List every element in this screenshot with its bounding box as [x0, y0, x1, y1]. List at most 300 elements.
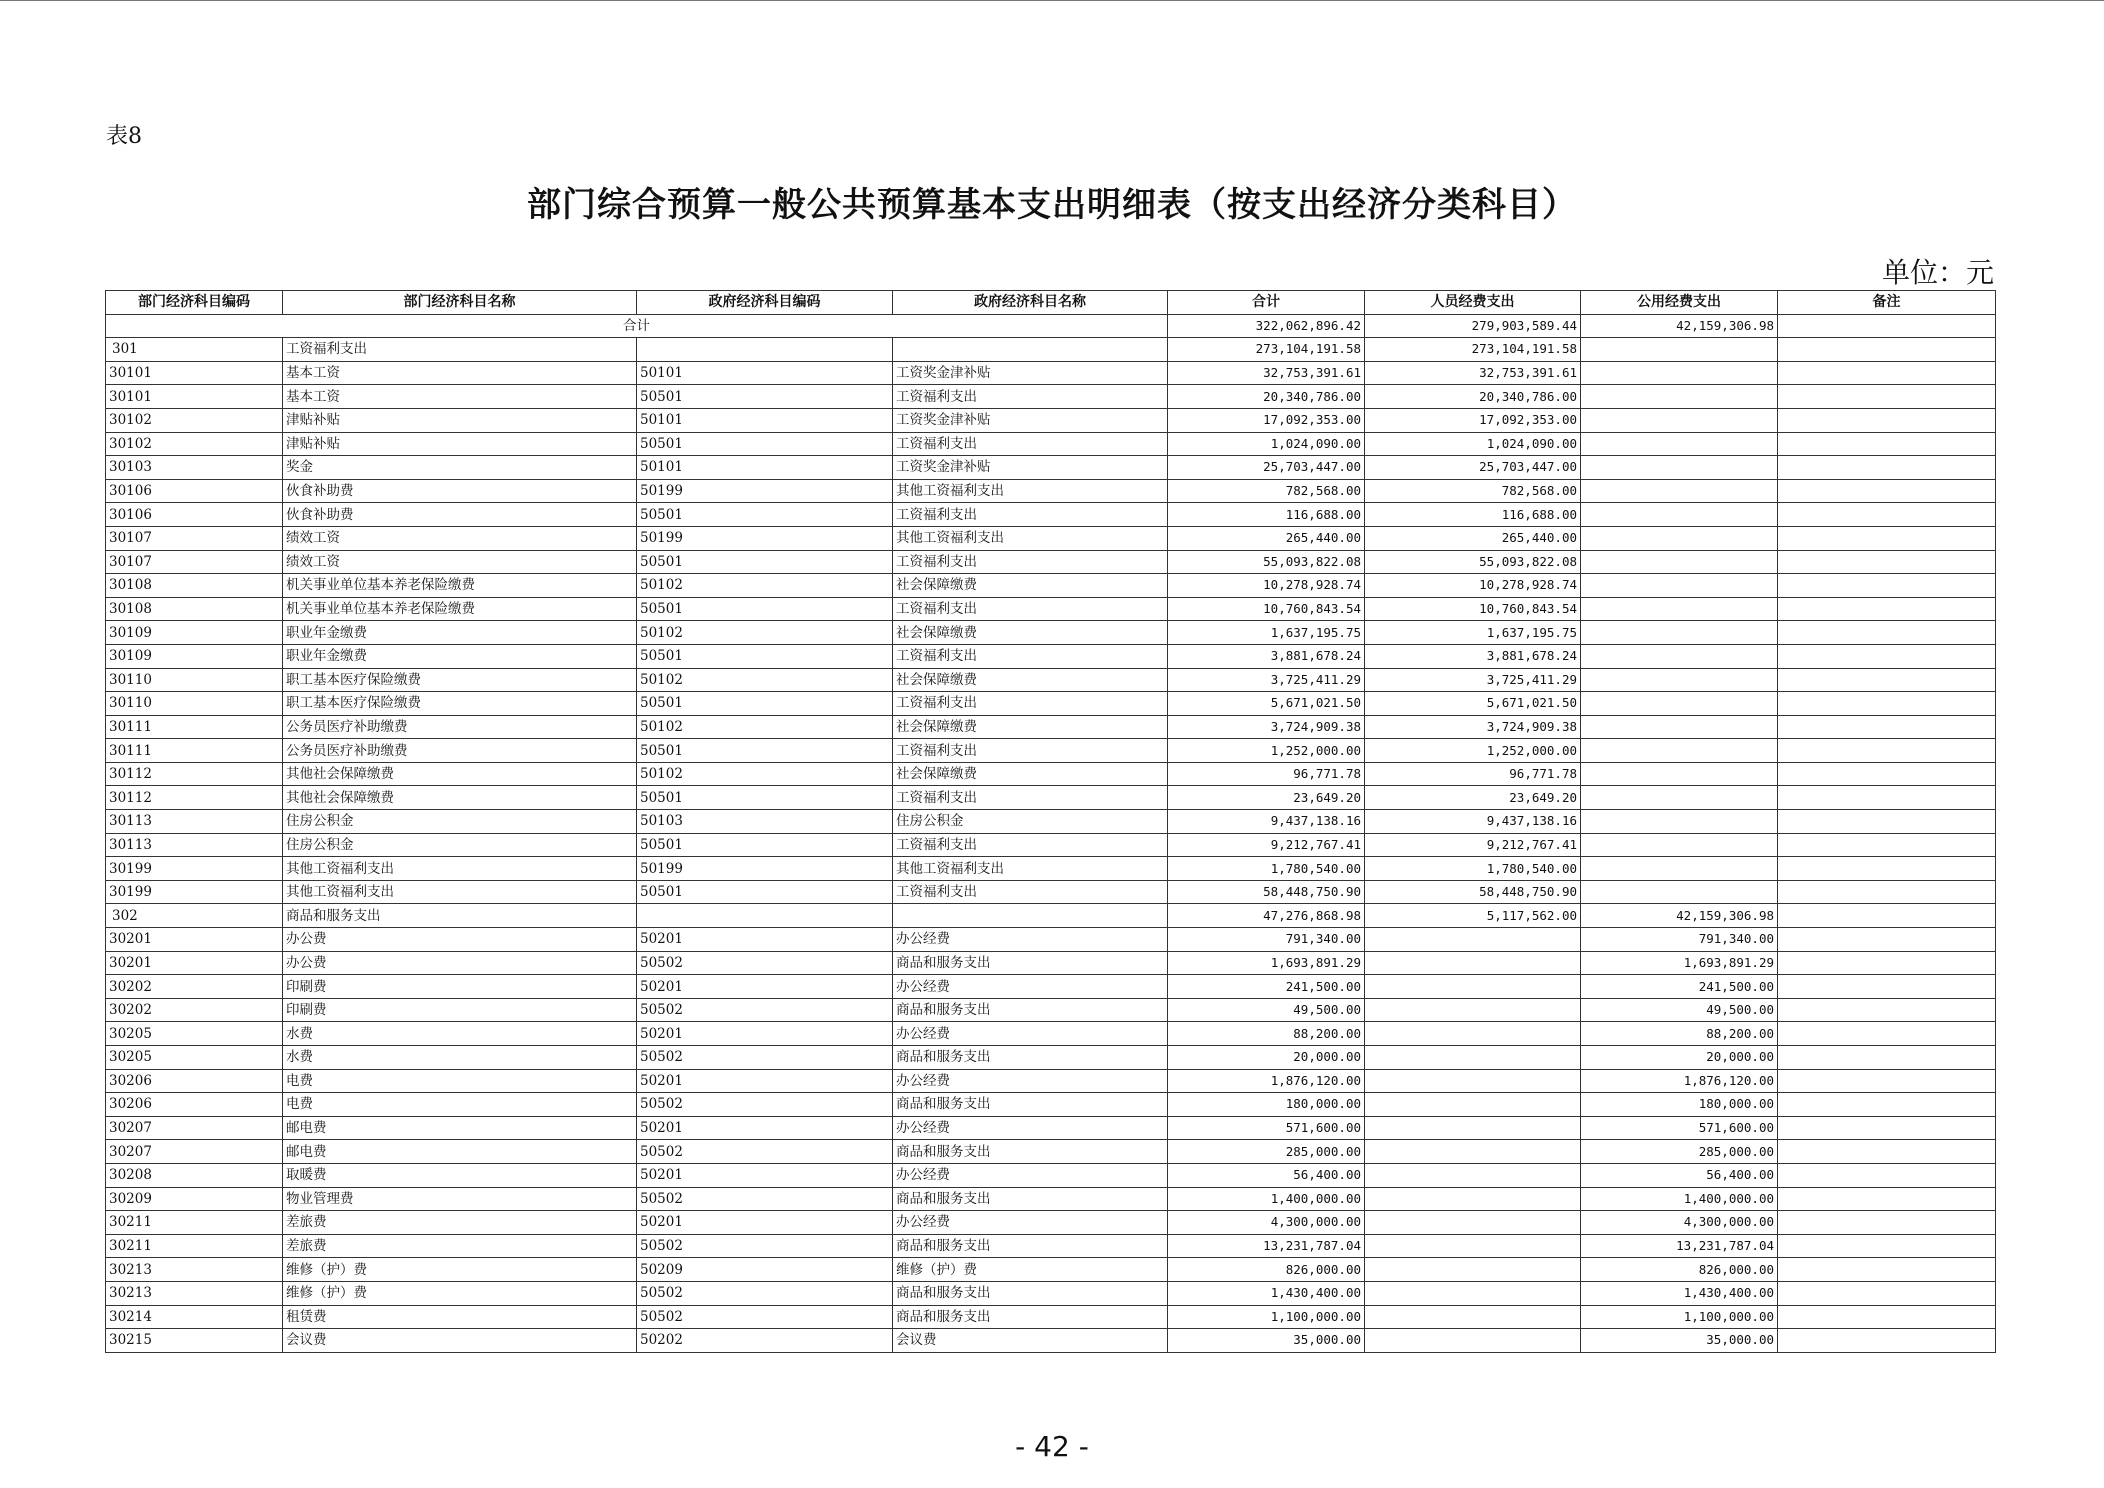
cell-dept-code: 30199 — [106, 857, 283, 881]
cell-personnel — [1365, 1211, 1581, 1235]
cell-total: 23,649.20 — [1168, 786, 1365, 810]
cell-public — [1581, 880, 1778, 904]
cell-personnel — [1365, 1305, 1581, 1329]
cell-gov-name: 办公经费 — [893, 1163, 1168, 1187]
cell-dept-name: 其他社会保障缴费 — [283, 762, 637, 786]
cell-personnel: 5,671,021.50 — [1365, 692, 1581, 716]
cell-public — [1581, 833, 1778, 857]
cell-note — [1778, 597, 1996, 621]
table-row — [106, 597, 1996, 621]
table-row — [106, 1163, 1996, 1187]
cell-gov-code: 50502 — [637, 1305, 893, 1329]
cell-dept-code: 30211 — [106, 1211, 283, 1235]
cell-total: 4,300,000.00 — [1168, 1211, 1365, 1235]
cell-dept-code: 30107 — [106, 550, 283, 574]
cell-note — [1778, 644, 1996, 668]
table-row — [106, 456, 1996, 480]
cell-public — [1581, 762, 1778, 786]
cell-gov-name: 工资福利支出 — [893, 880, 1168, 904]
cell-note — [1778, 880, 1996, 904]
cell-total: 1,430,400.00 — [1168, 1281, 1365, 1305]
cell-dept-code: 301 — [106, 338, 283, 362]
cell-gov-name: 工资奖金津补贴 — [893, 361, 1168, 385]
cell-public — [1581, 338, 1778, 362]
cell-dept-name: 差旅费 — [283, 1211, 637, 1235]
cell-dept-name: 印刷费 — [283, 998, 637, 1022]
cell-gov-name: 工资福利支出 — [893, 644, 1168, 668]
cell-dept-name: 邮电费 — [283, 1116, 637, 1140]
table-row — [106, 928, 1996, 952]
table-row — [106, 644, 1996, 668]
cell-gov-name: 工资福利支出 — [893, 692, 1168, 716]
cell-dept-code: 30206 — [106, 1069, 283, 1093]
cell-dept-code: 30213 — [106, 1258, 283, 1282]
cell-public — [1581, 361, 1778, 385]
cell-total: 25,703,447.00 — [1168, 456, 1365, 480]
cell-public: 88,200.00 — [1581, 1022, 1778, 1046]
table-row — [106, 361, 1996, 385]
cell-dept-name: 职工基本医疗保险缴费 — [283, 668, 637, 692]
cell-gov-code: 50102 — [637, 621, 893, 645]
cell-gov-code: 50501 — [637, 385, 893, 409]
table-row — [106, 692, 1996, 716]
col-header-dept-name: 部门经济科目名称 — [283, 291, 637, 315]
cell-personnel — [1365, 1069, 1581, 1093]
cell-dept-name: 其他工资福利支出 — [283, 880, 637, 904]
cell-dept-code: 30107 — [106, 526, 283, 550]
cell-note — [1778, 1163, 1996, 1187]
cell-gov-code: 50502 — [637, 1281, 893, 1305]
table-row — [106, 1234, 1996, 1258]
cell-gov-code: 50502 — [637, 1093, 893, 1117]
cell-note — [1778, 1140, 1996, 1164]
cell-gov-code: 50101 — [637, 361, 893, 385]
cell-gov-code: 50199 — [637, 526, 893, 550]
col-header-gov-code: 政府经济科目编码 — [637, 291, 893, 315]
table-row — [106, 574, 1996, 598]
cell-personnel: 3,724,909.38 — [1365, 715, 1581, 739]
cell-gov-code: 50501 — [637, 432, 893, 456]
cell-note — [1778, 361, 1996, 385]
cell-gov-name — [893, 338, 1168, 362]
cell-gov-code: 50501 — [637, 597, 893, 621]
cell-personnel — [1365, 1163, 1581, 1187]
cell-dept-name: 其他社会保障缴费 — [283, 786, 637, 810]
cell-note — [1778, 550, 1996, 574]
cell-dept-code: 30106 — [106, 479, 283, 503]
table-row — [106, 810, 1996, 834]
cell-personnel: 10,760,843.54 — [1365, 597, 1581, 621]
table-row — [106, 1305, 1996, 1329]
cell-gov-name: 商品和服务支出 — [893, 1234, 1168, 1258]
cell-dept-code: 30108 — [106, 597, 283, 621]
cell-gov-code: 50199 — [637, 479, 893, 503]
cell-dept-code: 30205 — [106, 1046, 283, 1070]
table-row — [106, 1187, 1996, 1211]
cell-gov-name: 工资福利支出 — [893, 739, 1168, 763]
cell-total: 1,100,000.00 — [1168, 1305, 1365, 1329]
cell-note — [1778, 574, 1996, 598]
cell-public: 13,231,787.04 — [1581, 1234, 1778, 1258]
cell-dept-name: 职业年金缴费 — [283, 644, 637, 668]
cell-dept-name: 机关事业单位基本养老保险缴费 — [283, 597, 637, 621]
cell-dept-name: 商品和服务支出 — [283, 904, 637, 928]
table-row — [106, 526, 1996, 550]
cell-public: 42,159,306.98 — [1581, 904, 1778, 928]
cell-total: 35,000.00 — [1168, 1329, 1365, 1353]
cell-personnel — [1365, 1046, 1581, 1070]
cell-gov-code — [637, 904, 893, 928]
cell-note — [1778, 692, 1996, 716]
cell-gov-code: 50501 — [637, 692, 893, 716]
cell-personnel: 1,780,540.00 — [1365, 857, 1581, 881]
cell-gov-name: 工资福利支出 — [893, 786, 1168, 810]
cell-gov-code: 50201 — [637, 1163, 893, 1187]
page-title: 部门综合预算一般公共预算基本支出明细表（按支出经济分类科目） — [527, 185, 1577, 225]
cell-public — [1581, 644, 1778, 668]
cell-total: 56,400.00 — [1168, 1163, 1365, 1187]
cell-dept-code: 30201 — [106, 928, 283, 952]
cell-total: 571,600.00 — [1168, 1116, 1365, 1140]
cell-gov-name: 办公经费 — [893, 1022, 1168, 1046]
cell-total: 32,753,391.61 — [1168, 361, 1365, 385]
cell-personnel — [1365, 1022, 1581, 1046]
col-header-gov-name: 政府经济科目名称 — [893, 291, 1168, 315]
cell-personnel — [1365, 1329, 1581, 1353]
cell-gov-code: 50101 — [637, 408, 893, 432]
cell-total: 782,568.00 — [1168, 479, 1365, 503]
cell-personnel — [1365, 1140, 1581, 1164]
grand-total-note — [1778, 314, 1996, 338]
cell-note — [1778, 621, 1996, 645]
cell-gov-name: 工资奖金津补贴 — [893, 456, 1168, 480]
cell-gov-name: 社会保障缴费 — [893, 668, 1168, 692]
cell-total: 791,340.00 — [1168, 928, 1365, 952]
cell-personnel: 9,212,767.41 — [1365, 833, 1581, 857]
cell-total: 96,771.78 — [1168, 762, 1365, 786]
cell-total: 5,671,021.50 — [1168, 692, 1365, 716]
cell-gov-name: 商品和服务支出 — [893, 1093, 1168, 1117]
cell-gov-name: 其他工资福利支出 — [893, 526, 1168, 550]
cell-gov-code: 50501 — [637, 786, 893, 810]
cell-note — [1778, 857, 1996, 881]
cell-gov-code: 50199 — [637, 857, 893, 881]
cell-total: 49,500.00 — [1168, 998, 1365, 1022]
cell-dept-name: 工资福利支出 — [283, 338, 637, 362]
cell-personnel: 1,252,000.00 — [1365, 739, 1581, 763]
cell-note — [1778, 479, 1996, 503]
cell-gov-code: 50502 — [637, 998, 893, 1022]
cell-personnel: 96,771.78 — [1365, 762, 1581, 786]
cell-gov-name: 维修（护）费 — [893, 1258, 1168, 1282]
cell-note — [1778, 1022, 1996, 1046]
table-row — [106, 1258, 1996, 1282]
table-row — [106, 621, 1996, 645]
cell-dept-name: 公务员医疗补助缴费 — [283, 715, 637, 739]
table-row — [106, 739, 1996, 763]
grand-total-public: 42,159,306.98 — [1581, 314, 1778, 338]
cell-gov-name: 工资奖金津补贴 — [893, 408, 1168, 432]
cell-gov-code: 50102 — [637, 668, 893, 692]
cell-note — [1778, 385, 1996, 409]
cell-dept-name: 基本工资 — [283, 361, 637, 385]
cell-gov-code: 50501 — [637, 644, 893, 668]
unit-label: 单位：元 — [1881, 256, 1994, 289]
cell-note — [1778, 739, 1996, 763]
cell-public — [1581, 479, 1778, 503]
table-row — [106, 1140, 1996, 1164]
col-header-dept-code: 部门经济科目编码 — [106, 291, 283, 315]
table-row — [106, 762, 1996, 786]
cell-personnel: 265,440.00 — [1365, 526, 1581, 550]
cell-gov-name: 商品和服务支出 — [893, 1281, 1168, 1305]
budget-detail-table — [105, 290, 1996, 1353]
cell-personnel: 9,437,138.16 — [1365, 810, 1581, 834]
cell-personnel: 58,448,750.90 — [1365, 880, 1581, 904]
table-row — [106, 479, 1996, 503]
cell-dept-name: 住房公积金 — [283, 810, 637, 834]
cell-note — [1778, 1046, 1996, 1070]
cell-public: 35,000.00 — [1581, 1329, 1778, 1353]
table-row — [106, 1329, 1996, 1353]
cell-dept-code: 30206 — [106, 1093, 283, 1117]
cell-gov-code: 50201 — [637, 975, 893, 999]
cell-total: 1,252,000.00 — [1168, 739, 1365, 763]
cell-gov-name: 商品和服务支出 — [893, 1046, 1168, 1070]
cell-total: 265,440.00 — [1168, 526, 1365, 550]
category-row — [106, 904, 1996, 928]
cell-personnel: 782,568.00 — [1365, 479, 1581, 503]
cell-total: 1,693,891.29 — [1168, 951, 1365, 975]
cell-note — [1778, 1258, 1996, 1282]
table-row — [106, 786, 1996, 810]
cell-note — [1778, 1187, 1996, 1211]
cell-gov-name: 会议费 — [893, 1329, 1168, 1353]
cell-note — [1778, 1234, 1996, 1258]
cell-gov-code: 50201 — [637, 1022, 893, 1046]
cell-dept-code: 30102 — [106, 432, 283, 456]
cell-personnel — [1365, 1281, 1581, 1305]
table-row — [106, 503, 1996, 527]
cell-gov-name: 其他工资福利支出 — [893, 479, 1168, 503]
cell-gov-code: 50102 — [637, 574, 893, 598]
cell-personnel — [1365, 928, 1581, 952]
table-header-row — [106, 291, 1996, 315]
cell-gov-name: 办公经费 — [893, 1116, 1168, 1140]
cell-public: 56,400.00 — [1581, 1163, 1778, 1187]
cell-note — [1778, 668, 1996, 692]
cell-note — [1778, 975, 1996, 999]
cell-total: 1,876,120.00 — [1168, 1069, 1365, 1093]
cell-dept-name: 奖金 — [283, 456, 637, 480]
cell-gov-name: 工资福利支出 — [893, 833, 1168, 857]
cell-personnel: 3,725,411.29 — [1365, 668, 1581, 692]
cell-gov-code: 50501 — [637, 880, 893, 904]
cell-gov-name: 住房公积金 — [893, 810, 1168, 834]
cell-gov-code: 50201 — [637, 928, 893, 952]
cell-dept-name: 津贴补贴 — [283, 408, 637, 432]
cell-gov-name: 商品和服务支出 — [893, 1187, 1168, 1211]
cell-gov-name: 社会保障缴费 — [893, 621, 1168, 645]
cell-dept-name: 职业年金缴费 — [283, 621, 637, 645]
cell-dept-code: 30110 — [106, 668, 283, 692]
cell-gov-code: 50103 — [637, 810, 893, 834]
cell-public — [1581, 408, 1778, 432]
table-row — [106, 668, 1996, 692]
cell-total: 17,092,353.00 — [1168, 408, 1365, 432]
cell-public — [1581, 385, 1778, 409]
table-row — [106, 385, 1996, 409]
cell-personnel: 116,688.00 — [1365, 503, 1581, 527]
cell-dept-name: 办公费 — [283, 951, 637, 975]
cell-total: 9,437,138.16 — [1168, 810, 1365, 834]
cell-public — [1581, 432, 1778, 456]
cell-dept-code: 30109 — [106, 621, 283, 645]
cell-public: 571,600.00 — [1581, 1116, 1778, 1140]
cell-public — [1581, 503, 1778, 527]
cell-gov-name: 其他工资福利支出 — [893, 857, 1168, 881]
cell-dept-code: 30101 — [106, 361, 283, 385]
cell-dept-code: 30202 — [106, 975, 283, 999]
cell-personnel: 55,093,822.08 — [1365, 550, 1581, 574]
cell-gov-code: 50502 — [637, 1140, 893, 1164]
cell-personnel — [1365, 998, 1581, 1022]
cell-total: 1,400,000.00 — [1168, 1187, 1365, 1211]
col-header-personnel: 人员经费支出 — [1365, 291, 1581, 315]
cell-gov-name: 社会保障缴费 — [893, 574, 1168, 598]
cell-gov-name: 办公经费 — [893, 975, 1168, 999]
cell-gov-name: 办公经费 — [893, 1211, 1168, 1235]
cell-personnel: 3,881,678.24 — [1365, 644, 1581, 668]
cell-dept-code: 30215 — [106, 1329, 283, 1353]
cell-total: 20,340,786.00 — [1168, 385, 1365, 409]
cell-dept-code: 30202 — [106, 998, 283, 1022]
cell-dept-name: 会议费 — [283, 1329, 637, 1353]
cell-public — [1581, 597, 1778, 621]
cell-personnel — [1365, 1234, 1581, 1258]
cell-dept-code: 30112 — [106, 786, 283, 810]
cell-gov-code: 50101 — [637, 456, 893, 480]
table-row — [106, 550, 1996, 574]
cell-total: 88,200.00 — [1168, 1022, 1365, 1046]
cell-note — [1778, 408, 1996, 432]
cell-public: 1,400,000.00 — [1581, 1187, 1778, 1211]
cell-dept-name: 电费 — [283, 1093, 637, 1117]
cell-gov-code: 50201 — [637, 1211, 893, 1235]
cell-total: 241,500.00 — [1168, 975, 1365, 999]
cell-public: 241,500.00 — [1581, 975, 1778, 999]
cell-dept-code: 30207 — [106, 1116, 283, 1140]
cell-total: 9,212,767.41 — [1168, 833, 1365, 857]
cell-note — [1778, 1093, 1996, 1117]
cell-total: 826,000.00 — [1168, 1258, 1365, 1282]
cell-gov-code: 50501 — [637, 833, 893, 857]
cell-gov-name: 社会保障缴费 — [893, 762, 1168, 786]
cell-public: 1,430,400.00 — [1581, 1281, 1778, 1305]
cell-total: 285,000.00 — [1168, 1140, 1365, 1164]
grand-total-personnel: 279,903,589.44 — [1365, 314, 1581, 338]
category-row — [106, 338, 1996, 362]
cell-note — [1778, 1116, 1996, 1140]
cell-note — [1778, 904, 1996, 928]
cell-note — [1778, 1069, 1996, 1093]
table-row — [106, 408, 1996, 432]
cell-total: 20,000.00 — [1168, 1046, 1365, 1070]
cell-note — [1778, 786, 1996, 810]
cell-public: 285,000.00 — [1581, 1140, 1778, 1164]
cell-total: 3,725,411.29 — [1168, 668, 1365, 692]
cell-note — [1778, 715, 1996, 739]
cell-total: 1,024,090.00 — [1168, 432, 1365, 456]
cell-dept-code: 30199 — [106, 880, 283, 904]
table-label: 表8 — [106, 124, 142, 149]
cell-note — [1778, 762, 1996, 786]
cell-gov-code: 50502 — [637, 1234, 893, 1258]
cell-public: 1,876,120.00 — [1581, 1069, 1778, 1093]
cell-dept-code: 30108 — [106, 574, 283, 598]
cell-dept-code: 30201 — [106, 951, 283, 975]
cell-dept-name: 机关事业单位基本养老保险缴费 — [283, 574, 637, 598]
cell-total: 58,448,750.90 — [1168, 880, 1365, 904]
table-row — [106, 432, 1996, 456]
cell-gov-name: 工资福利支出 — [893, 503, 1168, 527]
cell-public — [1581, 692, 1778, 716]
cell-public: 20,000.00 — [1581, 1046, 1778, 1070]
cell-gov-code — [637, 338, 893, 362]
cell-dept-name: 伙食补助费 — [283, 479, 637, 503]
cell-public — [1581, 621, 1778, 645]
cell-total: 47,276,868.98 — [1168, 904, 1365, 928]
table-row — [106, 975, 1996, 999]
cell-dept-name: 津贴补贴 — [283, 432, 637, 456]
cell-dept-code: 30101 — [106, 385, 283, 409]
cell-public — [1581, 739, 1778, 763]
cell-gov-name: 办公经费 — [893, 928, 1168, 952]
table-row — [106, 1069, 1996, 1093]
cell-note — [1778, 456, 1996, 480]
cell-dept-code: 30102 — [106, 408, 283, 432]
table-row — [106, 1093, 1996, 1117]
col-header-total: 合计 — [1168, 291, 1365, 315]
col-header-note: 备注 — [1778, 291, 1996, 315]
cell-note — [1778, 338, 1996, 362]
cell-total: 55,093,822.08 — [1168, 550, 1365, 574]
cell-note — [1778, 833, 1996, 857]
cell-dept-name: 差旅费 — [283, 1234, 637, 1258]
cell-note — [1778, 1211, 1996, 1235]
cell-public — [1581, 857, 1778, 881]
cell-gov-name: 商品和服务支出 — [893, 1140, 1168, 1164]
cell-personnel: 32,753,391.61 — [1365, 361, 1581, 385]
cell-dept-code: 30207 — [106, 1140, 283, 1164]
table-row — [106, 1116, 1996, 1140]
cell-public — [1581, 668, 1778, 692]
cell-dept-code: 30103 — [106, 456, 283, 480]
cell-dept-name: 物业管理费 — [283, 1187, 637, 1211]
table-body — [106, 314, 1996, 1352]
cell-gov-code: 50502 — [637, 1187, 893, 1211]
table-row — [106, 1046, 1996, 1070]
cell-personnel: 1,024,090.00 — [1365, 432, 1581, 456]
cell-dept-name: 维修（护）费 — [283, 1258, 637, 1282]
cell-gov-code: 50501 — [637, 550, 893, 574]
cell-gov-code: 50501 — [637, 503, 893, 527]
table-row — [106, 833, 1996, 857]
cell-dept-name: 水费 — [283, 1046, 637, 1070]
cell-note — [1778, 928, 1996, 952]
cell-gov-name: 社会保障缴费 — [893, 715, 1168, 739]
cell-gov-code: 50201 — [637, 1069, 893, 1093]
